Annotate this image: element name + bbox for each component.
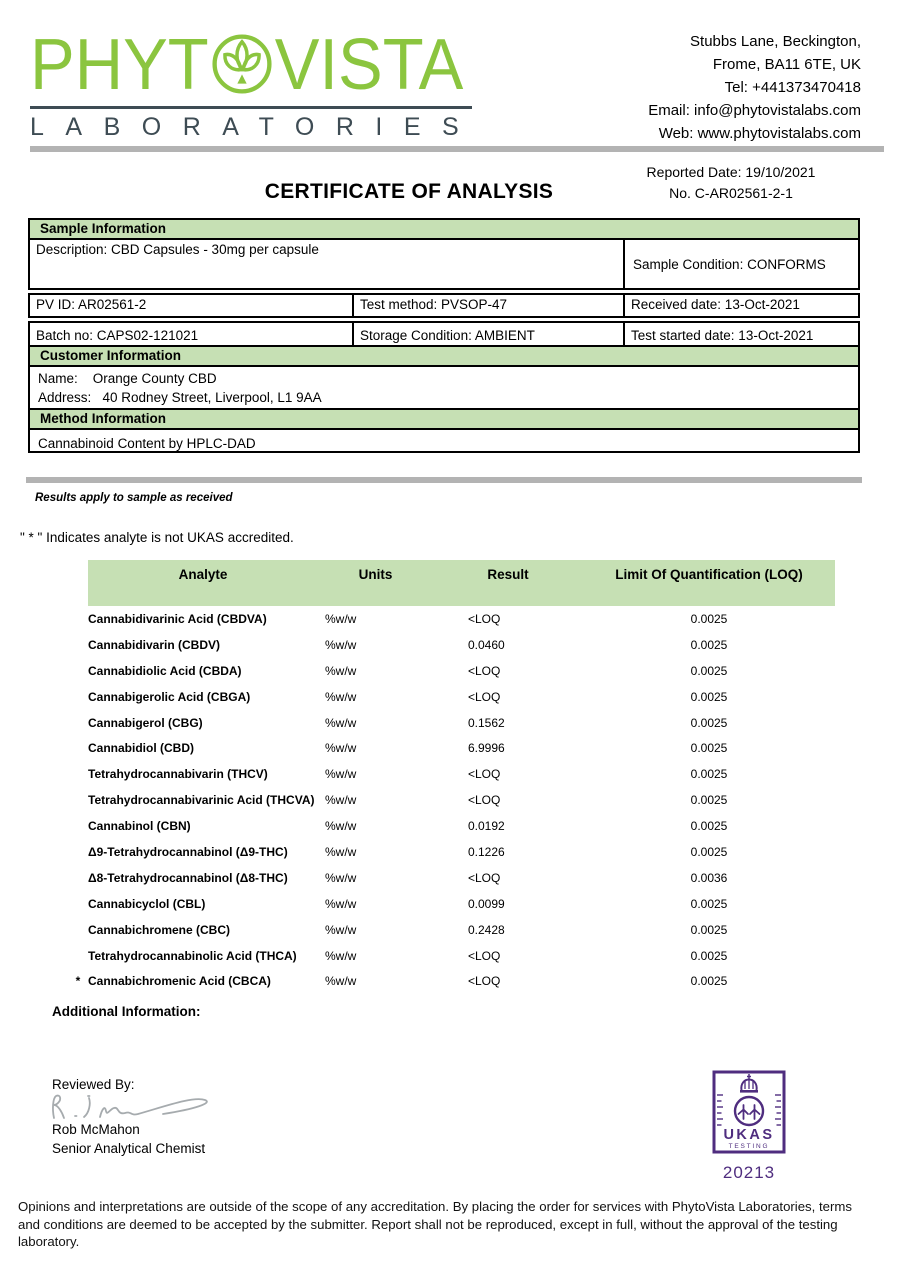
- loq-cell: 0.0025: [690, 611, 728, 626]
- analyte-cell: Cannabicyclol (CBL): [88, 896, 206, 911]
- logo-text-part1: PHYT: [30, 23, 209, 105]
- ukas-accreditation-mark: [711, 1069, 787, 1183]
- customer-information-body: [28, 365, 860, 410]
- units-cell: %w/w: [325, 715, 357, 730]
- received-date-cell: Received date: 13-Oct-2021: [623, 293, 860, 318]
- result-cell: 0.0099: [468, 896, 505, 911]
- report-number: No. C-AR02561-2-1: [669, 185, 793, 201]
- table-row: [68, 632, 835, 658]
- analyte-cell: Cannabidivarin (CBDV): [88, 637, 221, 652]
- analyte-cell: Tetrahydrocannabivarin (THCV): [88, 767, 268, 782]
- result-cell: 0.0460: [468, 637, 505, 652]
- units-cell: %w/w: [325, 922, 357, 937]
- column-header-units: Units: [358, 567, 393, 582]
- units-cell: %w/w: [325, 948, 357, 963]
- customer-name: Name: Orange County CBD: [38, 371, 217, 386]
- contact-web: Web: www.phytovistalabs.com: [658, 125, 861, 142]
- logo-subtitle: LABORATORIES: [30, 113, 481, 141]
- contact-address-line2: Frome, BA11 6TE, UK: [712, 56, 861, 73]
- table-row: [68, 606, 835, 632]
- contact-address-line1: Stubbs Lane, Beckington,: [690, 33, 861, 50]
- contact-block: [648, 30, 861, 145]
- additional-information-label: Additional Information:: [52, 1004, 201, 1019]
- ukas-accreditation-note: " * " Indicates analyte is not UKAS accredited.: [20, 530, 294, 545]
- page-title: CERTIFICATE OF ANALYSIS: [264, 180, 554, 203]
- analyte-cell: Cannabichromenic Acid (CBCA): [88, 974, 271, 989]
- loq-cell: 0.0036: [690, 870, 728, 885]
- table-row: [68, 761, 835, 787]
- table-row: [68, 865, 835, 891]
- loq-cell: 0.0025: [690, 922, 728, 937]
- result-cell: 0.0192: [468, 819, 505, 834]
- table-row: [68, 658, 835, 684]
- logo-underline: [30, 106, 472, 109]
- ukas-number: 20213: [722, 1163, 776, 1182]
- signature-image: [45, 1089, 225, 1125]
- analyte-cell: Cannabigerolic Acid (CBGA): [88, 689, 251, 704]
- units-cell: %w/w: [325, 767, 357, 782]
- column-header-result: Result: [487, 567, 529, 582]
- table-row: [68, 710, 835, 736]
- units-cell: %w/w: [325, 637, 357, 652]
- logo-wordmark: [30, 23, 474, 105]
- loq-cell: 0.0025: [690, 767, 728, 782]
- table-row: [68, 684, 835, 710]
- customer-information-header: Customer Information: [28, 345, 860, 367]
- loq-cell: 0.0025: [690, 715, 728, 730]
- analyte-cell: Cannabidiolic Acid (CBDA): [88, 663, 242, 678]
- loq-cell: 0.0025: [690, 689, 728, 704]
- units-cell: %w/w: [325, 611, 357, 626]
- units-cell: %w/w: [325, 896, 357, 911]
- result-cell: <LOQ: [468, 793, 501, 808]
- units-cell: %w/w: [325, 819, 357, 834]
- result-cell: 0.1226: [468, 844, 505, 859]
- results-table: [68, 560, 835, 994]
- table-row: [68, 943, 835, 969]
- test-started-date-cell: Test started date: 13-Oct-2021: [623, 321, 860, 349]
- table-row: [68, 917, 835, 943]
- table-row: [68, 839, 835, 865]
- batch-no-cell: Batch no: CAPS02-121021: [28, 321, 354, 349]
- results-table-header: [88, 560, 835, 606]
- units-cell: %w/w: [325, 689, 357, 704]
- units-cell: %w/w: [325, 844, 357, 859]
- footer-disclaimer: Opinions and interpretations are outside of the scope of any accreditation. By placing the order for services with PhytoVista Laboratories, terms and conditions are deemed to be accepted by the submitter. Report shall not be reproduced, except in full, without the approval of the testing laboratory.: [18, 1199, 852, 1249]
- units-cell: %w/w: [325, 663, 357, 678]
- sample-info-row-1: [28, 238, 860, 290]
- table-row: [68, 787, 835, 813]
- table-row: [68, 891, 835, 917]
- mid-divider-bar: [26, 477, 862, 483]
- result-cell: <LOQ: [468, 974, 501, 989]
- loq-cell: 0.0025: [690, 793, 728, 808]
- test-method-cell: Test method: PVSOP-47: [352, 293, 625, 318]
- loq-cell: 0.0025: [690, 741, 728, 756]
- analyte-cell: Cannabichromene (CBC): [88, 922, 231, 937]
- ukas-logo-icon: [711, 1069, 787, 1155]
- ukas-name-text: UKAS: [723, 1127, 775, 1143]
- results-table-body: [68, 606, 835, 994]
- analyte-cell: Cannabidiol (CBD): [88, 741, 194, 756]
- sample-information-header: Sample Information: [28, 218, 860, 240]
- analyte-cell: Δ9-Tetrahydrocannabinol (Δ9-THC): [88, 844, 288, 859]
- result-cell: <LOQ: [468, 870, 501, 885]
- sample-condition-cell: Sample Condition: CONFORMS: [623, 238, 860, 290]
- result-cell: <LOQ: [468, 611, 501, 626]
- reported-date: Reported Date: 19/10/2021: [646, 164, 816, 180]
- analyte-cell: Cannabigerol (CBG): [88, 715, 203, 730]
- ukas-crown-icon: [740, 1074, 758, 1093]
- row-asterisk-marker: *: [75, 974, 81, 989]
- result-cell: <LOQ: [468, 767, 501, 782]
- sample-info-row-2: [28, 293, 860, 318]
- storage-condition-cell: Storage Condition: AMBIENT: [352, 321, 625, 349]
- loq-cell: 0.0025: [690, 819, 728, 834]
- table-row: [68, 735, 835, 761]
- analyte-cell: Tetrahydrocannabinolic Acid (THCA): [88, 948, 297, 963]
- table-row: [68, 813, 835, 839]
- contact-tel: Tel: +441373470418: [724, 79, 861, 96]
- loq-cell: 0.0025: [690, 663, 728, 678]
- leaf-o-icon: [211, 33, 273, 95]
- analyte-cell: Cannabinol (CBN): [88, 819, 191, 834]
- loq-cell: 0.0025: [690, 896, 728, 911]
- method-information-header: Method Information: [28, 408, 860, 430]
- result-cell: 6.9996: [468, 741, 505, 756]
- column-header-loq: Limit Of Quantification (LOQ): [615, 567, 803, 582]
- ukas-type-text: TESTING: [728, 1143, 770, 1150]
- logo: [30, 23, 481, 142]
- loq-cell: 0.0025: [690, 974, 728, 989]
- analyte-cell: Δ8-Tetrahydrocannabinol (Δ8-THC): [88, 870, 288, 885]
- reviewer-name: Rob McMahon: [52, 1122, 140, 1137]
- report-info: [647, 162, 816, 204]
- result-cell: <LOQ: [468, 663, 501, 678]
- analyte-cell: Tetrahydrocannabivarinic Acid (THCVA): [88, 793, 315, 808]
- units-cell: %w/w: [325, 741, 357, 756]
- analyte-cell: Cannabidivarinic Acid (CBDVA): [88, 611, 267, 626]
- result-cell: <LOQ: [468, 689, 501, 704]
- reviewer-title: Senior Analytical Chemist: [52, 1141, 206, 1156]
- result-cell: 0.1562: [468, 715, 505, 730]
- customer-information-section: [28, 345, 860, 453]
- sample-information-section: [28, 218, 860, 349]
- units-cell: %w/w: [325, 974, 357, 989]
- results-apply-note: Results apply to sample as received: [35, 492, 233, 504]
- column-header-analyte: Analyte: [178, 567, 228, 582]
- units-cell: %w/w: [325, 870, 357, 885]
- loq-cell: 0.0025: [690, 844, 728, 859]
- units-cell: %w/w: [325, 793, 357, 808]
- method-information-body: Cannabinoid Content by HPLC-DAD: [28, 428, 860, 453]
- contact-email: Email: info@phytovistalabs.com: [648, 102, 861, 119]
- logo-text-part2: VISTA: [274, 23, 464, 105]
- pv-id-cell: PV ID: AR02561-2: [28, 293, 354, 318]
- result-cell: <LOQ: [468, 948, 501, 963]
- result-cell: 0.2428: [468, 922, 505, 937]
- table-row: [68, 968, 835, 994]
- reviewed-by-label: Reviewed By:: [52, 1077, 135, 1092]
- sample-description-cell: Description: CBD Capsules - 30mg per capsule: [28, 238, 625, 290]
- loq-cell: 0.0025: [690, 637, 728, 652]
- loq-cell: 0.0025: [690, 948, 728, 963]
- customer-address: Address: 40 Rodney Street, Liverpool, L1 9AA: [38, 390, 322, 405]
- header-divider-bar: [30, 146, 884, 152]
